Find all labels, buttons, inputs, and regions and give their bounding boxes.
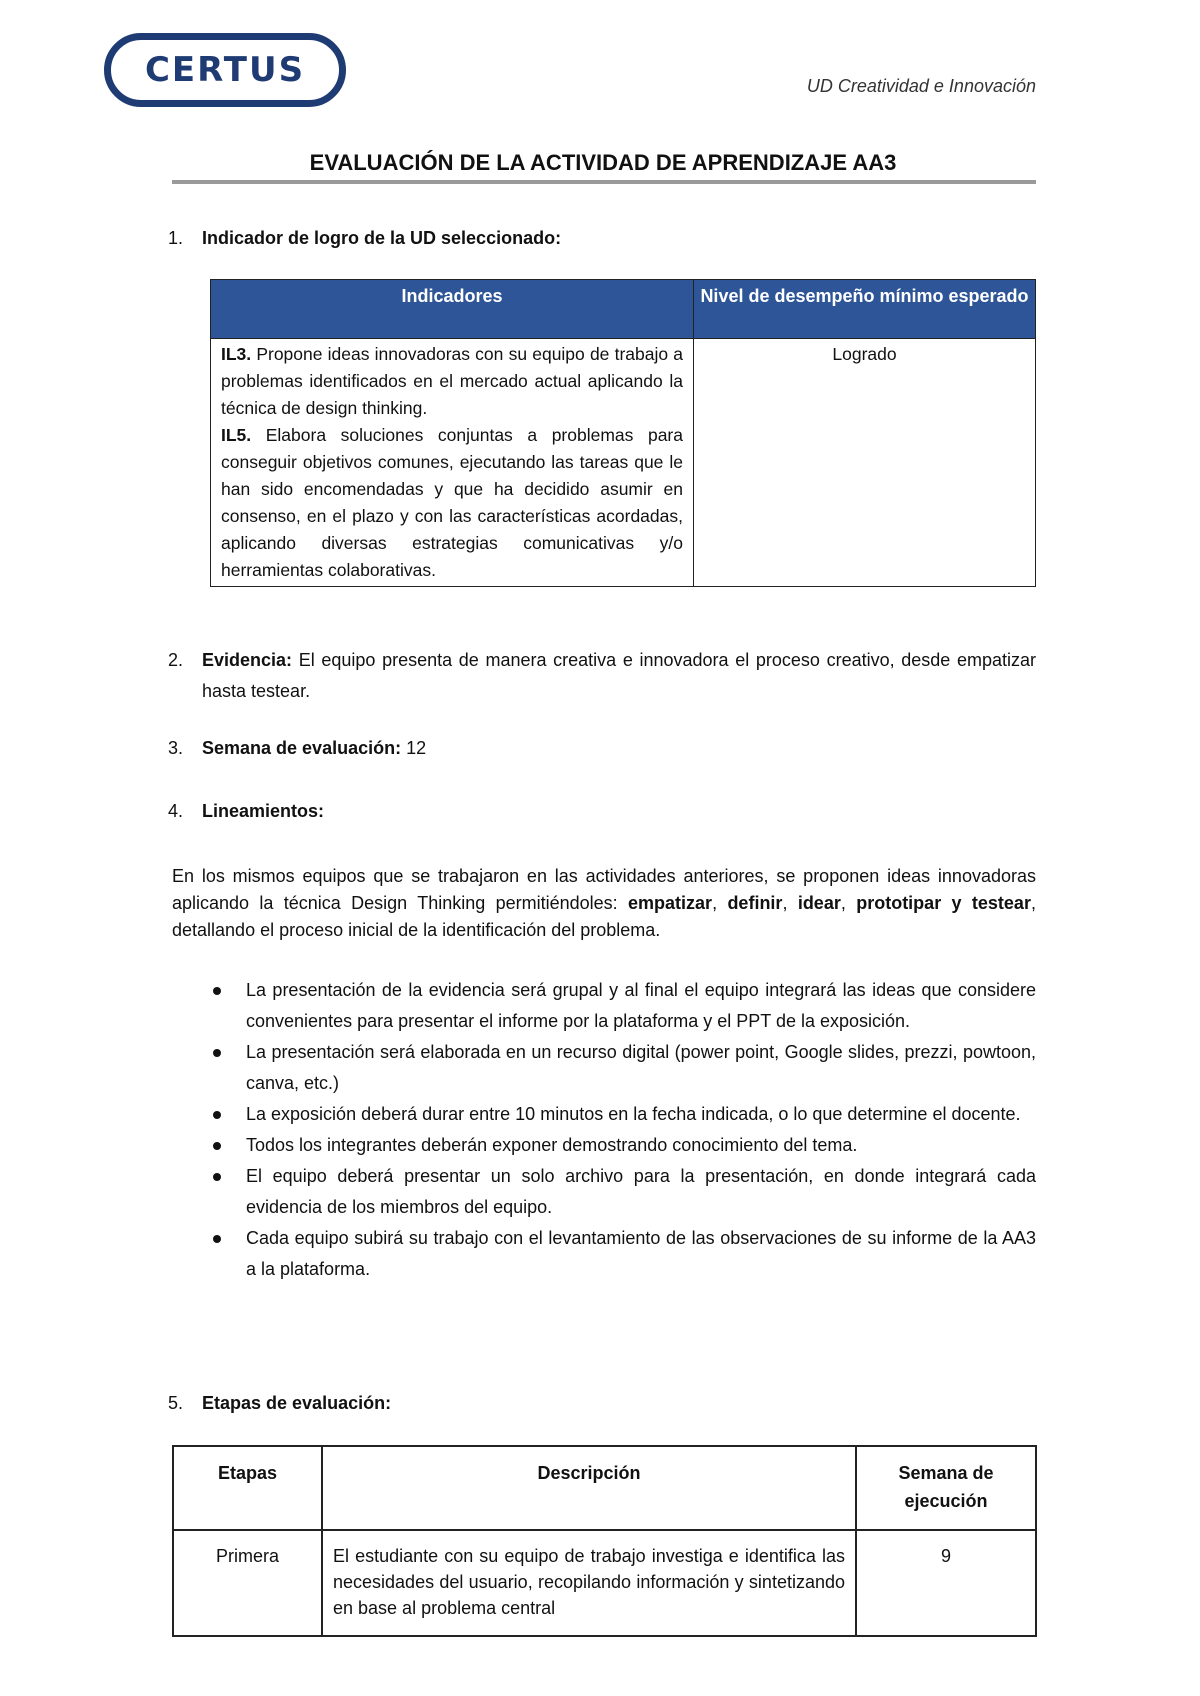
indicator-il3: [221, 341, 683, 422]
evidence-text: El equipo presenta de manera creativa e innovadora el proceso creativo, desde empatizar hasta testear.: [202, 650, 1036, 701]
section-label: Indicador de logro de la UD seleccionado:: [202, 228, 562, 248]
indicator-text: Propone ideas innovadoras con su equipo de trabajo a problemas identificados en el mercado actual aplicando la técnica de design thinking.: [221, 344, 683, 418]
list-item: La presentación será elaborada en un recurso digital (power point, Google slides, prezzi, powtoon, canva, etc.): [172, 1037, 1036, 1099]
guidelines-list: [172, 975, 1036, 1285]
keyword: idear: [797, 893, 841, 913]
intro-text: , detallando el proceso inicial de la identificación del problema.: [172, 893, 1036, 940]
intro-text: En los mismos equipos que se trabajaron en las actividades anteriores, se proponen ideas innovadoras aplicando la técnica Design Thinking permitiéndoles:: [172, 866, 1036, 913]
section-label: Evidencia:: [202, 650, 293, 670]
list-item: Cada equipo subirá su trabajo con el levantamiento de las observaciones de su informe de la AA3 a la plataforma.: [172, 1223, 1036, 1285]
list-item: El equipo deberá presentar un solo archivo para la presentación, en donde integrará cada evidencia de los miembros del equipo.: [172, 1161, 1036, 1223]
section-4-heading: [168, 801, 324, 822]
section-number: 2.: [168, 650, 184, 670]
table-row: [211, 339, 1036, 587]
indicator-il5: [221, 422, 683, 584]
section-number: 1.: [168, 228, 184, 248]
list-item: Todos los integrantes deberán exponer demostrando conocimiento del tema.: [172, 1130, 1036, 1161]
indicators-table: [210, 279, 1036, 587]
stages-column-header: Etapas: [173, 1446, 322, 1530]
week-value: 12: [401, 738, 427, 758]
section-2-evidence: [168, 645, 1036, 707]
indicators-cell: [211, 339, 694, 587]
page-title: EVALUACIÓN DE LA ACTIVIDAD DE APRENDIZAJE AA3: [309, 150, 897, 175]
section-label: Semana de evaluación:: [202, 738, 402, 758]
list-item: La exposición deberá durar entre 10 minutos en la fecha indicada, o lo que determine el docente.: [172, 1099, 1036, 1130]
keyword: definir: [727, 893, 783, 913]
guidelines-intro: [172, 863, 1036, 944]
table-header-row: [211, 280, 1036, 339]
week-column-header: Semana de ejecución: [856, 1446, 1036, 1530]
section-label: Lineamientos:: [202, 801, 325, 821]
description-column-header: Descripción: [322, 1446, 856, 1530]
list-item: La presentación de la evidencia será grupal y al final el equipo integrará las ideas que considere convenientes para presentar el informe por la plataforma y el PPT de la exposición.: [172, 975, 1036, 1037]
section-label: Etapas de evaluación:: [202, 1393, 392, 1413]
keyword: empatizar: [628, 893, 713, 913]
table-row: [173, 1530, 1036, 1636]
separator: ,: [782, 893, 798, 913]
section-number: 4.: [168, 801, 184, 821]
table-header-row: [173, 1446, 1036, 1530]
indicator-code: IL3.: [221, 344, 252, 364]
section-1-heading: [168, 228, 561, 249]
stages-table: [172, 1445, 1037, 1637]
section-3-week: [168, 738, 426, 759]
separator: ,: [712, 893, 728, 913]
indicator-text: Elabora soluciones conjuntas a problemas para conseguir objetivos comunes, ejecutando las tareas que le han sido encomendadas y que ha decidido asumir en consenso, en el plazo y con las características acordadas, aplicando diversas estrategias comunicativas y/o herramientas colaborativas.: [221, 425, 683, 580]
level-cell: Logrado: [694, 339, 1036, 587]
indicators-column-header: Indicadores: [211, 280, 694, 339]
indicator-code: IL5.: [221, 425, 252, 445]
certus-logo: [104, 33, 346, 107]
course-unit-header: UD Creatividad e Innovación: [806, 76, 1036, 96]
section-5-heading: [168, 1393, 391, 1414]
logo-text: CERTUS: [144, 50, 306, 90]
stage-cell: Primera: [173, 1530, 322, 1636]
section-number: 3.: [168, 738, 184, 758]
description-cell: El estudiante con su equipo de trabajo investiga e identifica las necesidades del usuario, recopilando información y sintetizando en base al problema central: [322, 1530, 856, 1636]
title-divider: [172, 180, 1036, 184]
keyword: prototipar y testear: [856, 893, 1031, 913]
week-cell: 9: [856, 1530, 1036, 1636]
level-column-header: Nivel de desempeño mínimo esperado: [694, 280, 1036, 339]
separator: ,: [840, 893, 857, 913]
section-number: 5.: [168, 1393, 184, 1413]
